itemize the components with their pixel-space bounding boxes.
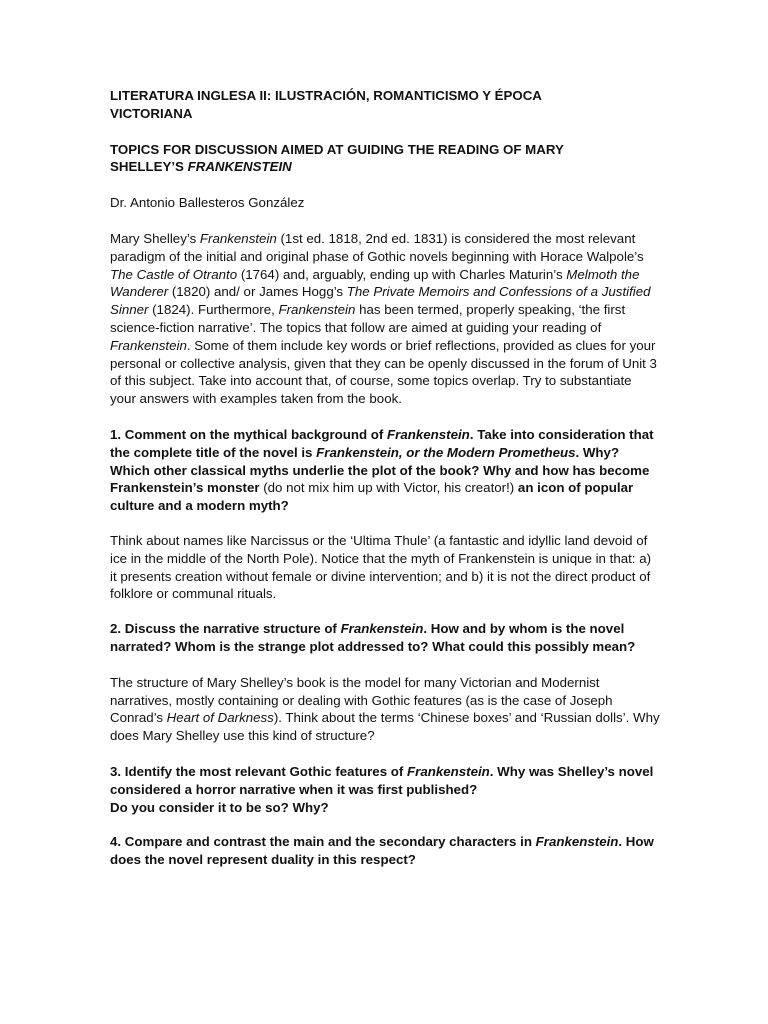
intro-italic: Frankenstein (278, 302, 356, 318)
topic-1-note: Think about names like Narcissus or the ‘Ultima Thule’ (a fantastic and idyllic land devoid of ice in the middle of the North Pole). Notice that the myth of Frankenstein is unique in that: a) it presents creation without female or divine intervention; and b) it is not the direct product of folklore or communal rituals. (110, 532, 652, 602)
intro-text: has been termed, properly speaking, ‘the first science-fiction narrative’. The topics that follow are aimed at guiding your reading of (110, 302, 626, 335)
course-heading-line2: VICTORIANA (110, 105, 193, 121)
intro-text: (1st ed. 1818, 2nd ed. 1831) is considered the most relevant paradigm of the initial and original phase of Gothic novels beginning with Horace Walpole’s (110, 230, 644, 264)
topic-2 (110, 620, 660, 656)
topic-3-text: Do you consider it to be so? Why? (110, 799, 329, 815)
intro-text: (1764) and, arguably, ending up with Charles Maturin’s (237, 266, 567, 282)
topic-1-italic: Frankenstein, or the Modern Prometheus (316, 444, 576, 460)
intro-text: . Some of them include key words or brief reflections, provided as clues for your personal or collective analysis, given that they can be openly discussed in the forum of Unit 3 of this subject. Take into account that, of course, some topics overlap. Try to substantiate your answers with examples taken from the book. (110, 337, 657, 407)
topic-2-note (110, 674, 660, 745)
topic-2-italic: Frankenstein (340, 621, 424, 637)
document-page (110, 87, 660, 869)
topic-1-italic: Frankenstein (387, 426, 470, 442)
topic-2-note-text: The structure of Mary Shelley’s book is the model for many Victorian and Modernist narratives, mostly containing or dealing with Gothic features (as is the case of Joseph Conrad’s (110, 674, 613, 726)
topic-1-text: an icon of popular culture and a modern myth? (110, 480, 634, 514)
topics-heading (110, 141, 660, 177)
topics-heading-line1: TOPICS FOR DISCUSSION AIMED AT GUIDING THE READING OF MARY (110, 141, 564, 157)
topic-2-text: . How and by whom is the novel narrated? Whom is the strange plot addressed to? What could this possibly mean? (110, 621, 636, 654)
topics-heading-prefix: SHELLEY’S (110, 159, 188, 175)
topic-1-aside: (do not mix him up with Victor, his creator!) (259, 480, 518, 496)
topic-2-note-text: ). Think about the terms ‘Chinese boxes’ and ‘Russian dolls’. Why does Mary Shelley use this kind of structure? (110, 710, 660, 744)
intro-italic: Melmoth the Wanderer (110, 266, 640, 300)
topic-4-text: 4. Compare and contrast the main and the secondary characters in (110, 834, 536, 850)
topic-1-text: 1. Comment on the mythical background of (110, 426, 388, 442)
topic-3-text: . Why was Shelley’s novel considered a horror narrative when it was first published? (110, 763, 654, 797)
topic-3 (110, 763, 660, 816)
topic-3-italic: Frankenstein (407, 763, 490, 779)
topic-3-text: 3. Identify the most relevant Gothic features of (110, 763, 408, 779)
intro-text: (1820) and/ or James Hogg’s (168, 284, 347, 300)
topic-4 (110, 833, 660, 869)
topic-2-text: 2. Discuss the narrative structure of (110, 621, 341, 637)
topic-1-text: . Why? Which other classical myths underlie the plot of the book? Why and how has become Frankenstein’s monster (110, 444, 650, 496)
intro-text: (1824). Furthermore, (148, 302, 279, 318)
topics-heading-title: FRANKENSTEIN (187, 159, 292, 175)
intro-italic: The Castle of Otranto (110, 266, 238, 282)
intro-italic: The Private Memoirs and Confessions of a Justified Sinner (110, 284, 651, 318)
topic-4-text: . How does the novel represent duality in this respect? (110, 834, 654, 868)
intro-text: Mary Shelley’s (110, 230, 200, 246)
topic-1 (110, 426, 660, 515)
course-heading-line1: LITERATURA INGLESA II: ILUSTRACIÓN, ROMANTICISMO Y ÉPOCA (110, 88, 542, 103)
intro-italic: Frankenstein (199, 230, 277, 246)
topic-1-text: . Take into consideration that the complete title of the novel is (110, 426, 654, 460)
course-heading (110, 87, 660, 123)
intro-paragraph (110, 230, 660, 408)
author-name: Dr. Antonio Ballesteros González (110, 195, 305, 211)
topic-2-note-italic: Heart of Darkness (166, 710, 274, 726)
intro-italic: Frankenstein (110, 337, 187, 353)
topic-4-italic: Frankenstein (535, 834, 619, 850)
